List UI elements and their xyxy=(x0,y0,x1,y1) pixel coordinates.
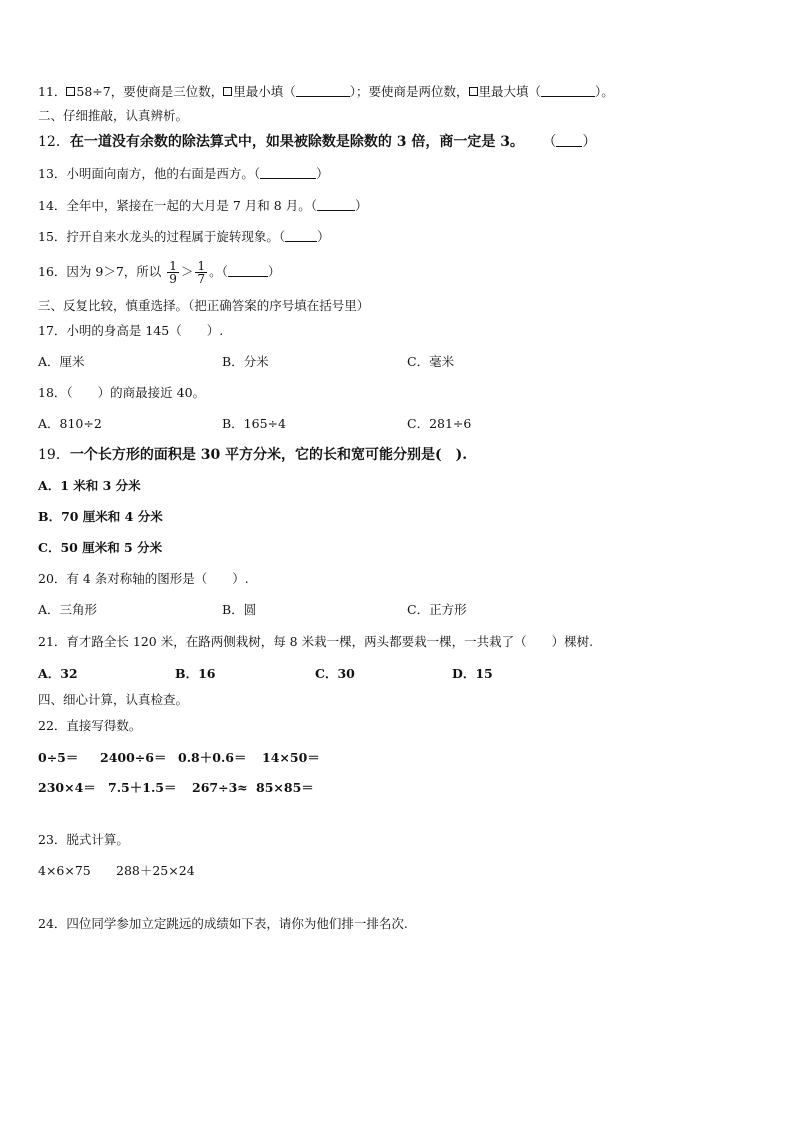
question-16: 16．因为 9＞7，所以 $\frac{1}{9}$ ＞ $\frac{1}{7}$ 。（ ） xyxy=(38,259,281,286)
option-b[interactable]: B．70 厘米和 4 分米 xyxy=(38,509,163,524)
option-a[interactable]: A．三角形 xyxy=(38,602,98,617)
question-17: 17．小明的身高是 145（ ）. xyxy=(38,323,224,338)
answer-blank[interactable] xyxy=(556,135,582,147)
option-b[interactable]: B．165÷4 xyxy=(222,416,286,431)
option-c[interactable]: C．正方形 xyxy=(407,602,467,617)
question-24: 24．四位同学参加立定跳远的成绩如下表，请你为他们排一排名次. xyxy=(38,916,408,931)
option-c[interactable]: C．毫米 xyxy=(407,354,455,369)
question-12: 12．在一道没有余数的除法算式中，如果被除数是除数的 3 倍，商一定是 3。 （ ） xyxy=(38,134,597,150)
box-icon xyxy=(66,87,75,96)
calc-item: 2400÷6＝ xyxy=(100,750,167,765)
option-c[interactable]: C．50 厘米和 5 分米 xyxy=(38,540,163,555)
option-b[interactable]: B．16 xyxy=(175,666,216,681)
option-d[interactable]: D．15 xyxy=(452,666,493,681)
fraction-one-seventh: $\frac{1}{7}$ xyxy=(197,259,206,286)
question-18: 18．（ ）的商最接近 40。 xyxy=(38,385,206,400)
option-c[interactable]: C．281÷6 xyxy=(407,416,472,431)
expression-2: 288＋25×24 xyxy=(116,863,195,878)
calc-item: 14×50＝ xyxy=(262,750,320,765)
answer-blank[interactable] xyxy=(228,265,268,277)
option-c[interactable]: C．30 xyxy=(315,666,355,681)
expression-1: 4×6×75 xyxy=(38,863,91,878)
question-11: 11． 58÷7，要使商是三位数， 里最小填（ ）；要使商是两位数， 里最大填（ ）。 xyxy=(38,84,614,99)
answer-blank[interactable] xyxy=(317,199,355,211)
answer-blank[interactable] xyxy=(260,167,316,179)
option-a[interactable]: A．厘米 xyxy=(38,354,85,369)
question-21: 21．育才路全长 120 米，在路两侧栽树，每 8 米栽一棵，两头都要栽一棵，一共栽了（ ）棵树. xyxy=(38,634,594,649)
question-20: 20．有 4 条对称轴的图形是（ ）. xyxy=(38,571,249,586)
option-a[interactable]: A．810÷2 xyxy=(38,416,102,431)
answer-blank[interactable] xyxy=(285,230,317,242)
option-a[interactable]: A．32 xyxy=(38,666,78,681)
option-a[interactable]: A．1 米和 3 分米 xyxy=(38,478,141,493)
question-23: 23．脱式计算。 xyxy=(38,832,129,847)
calc-item: 230×4＝ xyxy=(38,780,96,795)
answer-blank[interactable] xyxy=(296,85,350,97)
answer-blank[interactable] xyxy=(541,85,595,97)
section-4-heading: 四、细心计算，认真检查。 xyxy=(38,692,189,707)
option-b[interactable]: B．圆 xyxy=(222,602,257,617)
question-22: 22．直接写得数。 xyxy=(38,718,142,733)
question-13: 13．小明面向南方，他的右面是西方。（ ） xyxy=(38,166,329,181)
calc-item: 0÷5＝ xyxy=(38,750,79,765)
option-b[interactable]: B．分米 xyxy=(222,354,269,369)
calc-item: 85×85＝ xyxy=(256,780,314,795)
question-19: 19．一个长方形的面积是 30 平方分米，它的长和宽可能分别是( ). xyxy=(38,447,468,463)
section-2-heading: 二、仔细推敲，认真辨析。 xyxy=(38,108,189,123)
calc-item: 267÷3≈ xyxy=(192,780,248,795)
section-3-heading: 三、反复比较，慎重选择。（把正确答案的序号填在括号里） xyxy=(38,298,370,313)
question-14: 14．全年中，紧接在一起的大月是 7 月和 8 月。（ ） xyxy=(38,198,368,213)
question-15: 15．拧开自来水龙头的过程属于旋转现象。（ ） xyxy=(38,229,330,244)
box-icon xyxy=(223,87,232,96)
calc-item: 7.5＋1.5＝ xyxy=(108,780,177,795)
box-icon xyxy=(469,87,478,96)
calc-item: 0.8＋0.6＝ xyxy=(178,750,247,765)
fraction-one-ninth: $\frac{1}{9}$ xyxy=(169,259,177,286)
